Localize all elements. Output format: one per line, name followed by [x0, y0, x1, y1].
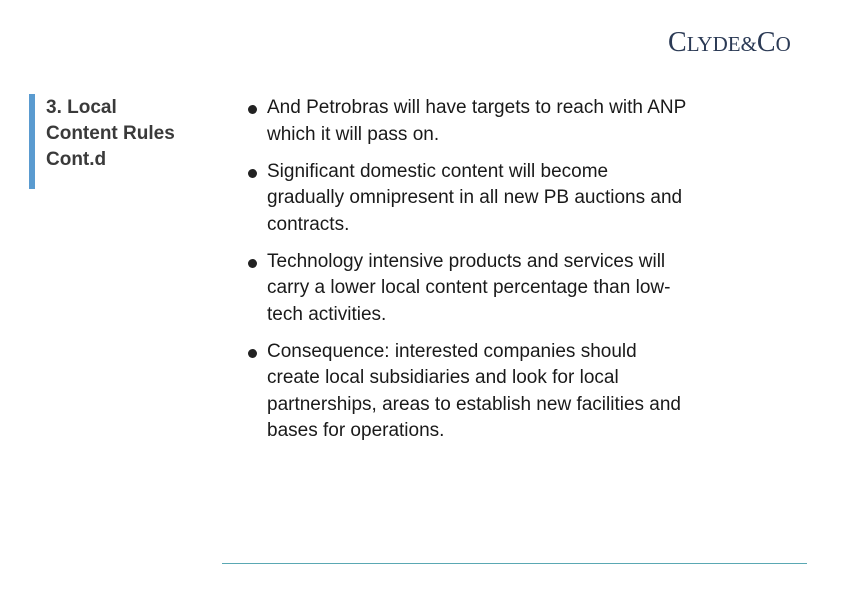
- bullet-dot-icon: [248, 105, 257, 114]
- section-title-line-1: 3. Local: [46, 97, 117, 118]
- list-item: [246, 95, 686, 148]
- section-title: [46, 95, 221, 173]
- list-item: [246, 159, 686, 239]
- list-item: [246, 249, 686, 329]
- bullet-dot-icon: [248, 259, 257, 268]
- section-title-line-2: Content Rules: [46, 123, 175, 144]
- bottom-divider: [222, 563, 807, 564]
- clyde-co-logo: CLYDE&CO: [668, 27, 791, 58]
- bullet-text: Consequence: interested companies should create local subsidiaries and look for local partnerships, areas to establish new facilities and bases for operations.: [267, 340, 682, 441]
- bullet-text: Technology intensive products and services will carry a lower local content percentage than low-tech activities.: [267, 250, 671, 325]
- bullet-dot-icon: [248, 349, 257, 358]
- bullet-dot-icon: [248, 169, 257, 178]
- bullet-text: And Petrobras will have targets to reach with ANP which it will pass on.: [267, 97, 686, 145]
- list-item: [246, 339, 686, 445]
- section-accent-bar: [29, 94, 35, 189]
- section-title-line-3: Cont.d: [46, 149, 107, 170]
- bullet-text: Significant domestic content will become gradually omnipresent in all new PB auctions and contracts.: [267, 160, 683, 235]
- bullet-list: [246, 95, 686, 455]
